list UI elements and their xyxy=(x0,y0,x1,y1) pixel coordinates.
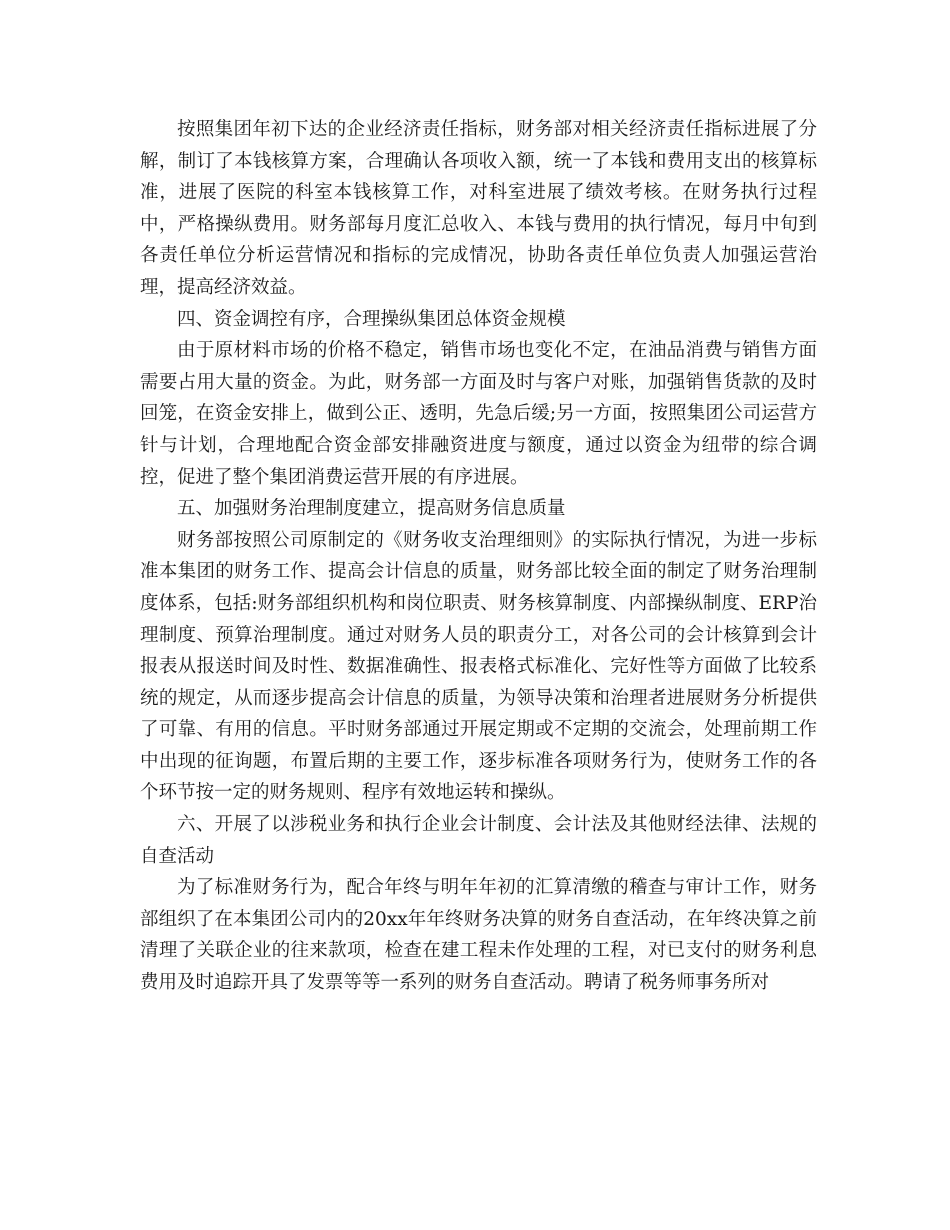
section-heading-4: 四、资金调控有序，合理操纵集团总体资金规模 xyxy=(177,308,566,330)
document-body xyxy=(140,114,817,999)
section-heading-5: 五、加强财务治理制度建立，提高财务信息质量 xyxy=(177,498,566,520)
paragraph-management-system: 财务部按照公司原制定的《财务收支治理细则》的实际执行情况，为进一步标准本集团的财务工作、提高会计信息的质量，财务部比较全面的制定了财务治理制度体系，包括:财务部组织机构和岗位职责、财务核算制度、内部操纵制度、ERP治理制度、预算治理制度。通过对财务人员的职责分工，对各公司的会计核算到会计报表从报送时间及时性、数据准确性、报表格式标准化、完好性等方面做了比较系统的规定，从而逐步提高会计信息的质量，为领导决策和治理者进展财务分析提供了可靠、有用的信息。平时财务部通过开展定期或不定期的交流会，处理前期工作中出现的征询题，布置后期的主要工作，逐步标准各项财务行为，使财务工作的各个环节按一定的财务规则、程序有效地运转和操纵。 xyxy=(140,529,817,804)
paragraph-self-inspection: 为了标准财务行为，配合年终与明年年初的汇算清缴的稽查与审计工作，财务部组织了在本集团公司内的20xx年年终财务决算的财务自查活动，在年终决算之前清理了关联企业的往来款项，检查在建工程未作处理的工程，对已支付的财务利息费用及时追踪开具了发票等等一系列的财务自查活动。聘请了税务师事务所对 xyxy=(140,877,817,994)
paragraph-fund-control: 由于原材料市场的价格不稳定，销售市场也变化不定，在油品消费与销售方面需要占用大量的资金。为此，财务部一方面及时与客户对账，加强销售货款的及时回笼，在资金安排上，做到公正、透明，先急后缓;另一方面，按照集团公司运营方针与计划，合理地配合资金部安排融资进度与额度，通过以资金为纽带的综合调控，促进了整个集团消费运营开展的有序进展。 xyxy=(140,340,817,488)
section-heading-6: 六、开展了以涉税业务和执行企业会计制度、会计法及其他财经法律、法规的自查活动 xyxy=(140,814,817,867)
paragraph-cost-accounting: 按照集团年初下达的企业经济责任指标，财务部对相关经济责任指标进展了分解，制订了本钱核算方案，合理确认各项收入额，统一了本钱和费用支出的核算标准，进展了医院的科室本钱核算工作，对科室进展了绩效考核。在财务执行过程中，严格操纵费用。财务部每月度汇总收入、本钱与费用的执行情况，每月中旬到各责任单位分析运营情况和指标的完成情况，协助各责任单位负责人加强运营治理，提高经济效益。 xyxy=(140,119,817,298)
